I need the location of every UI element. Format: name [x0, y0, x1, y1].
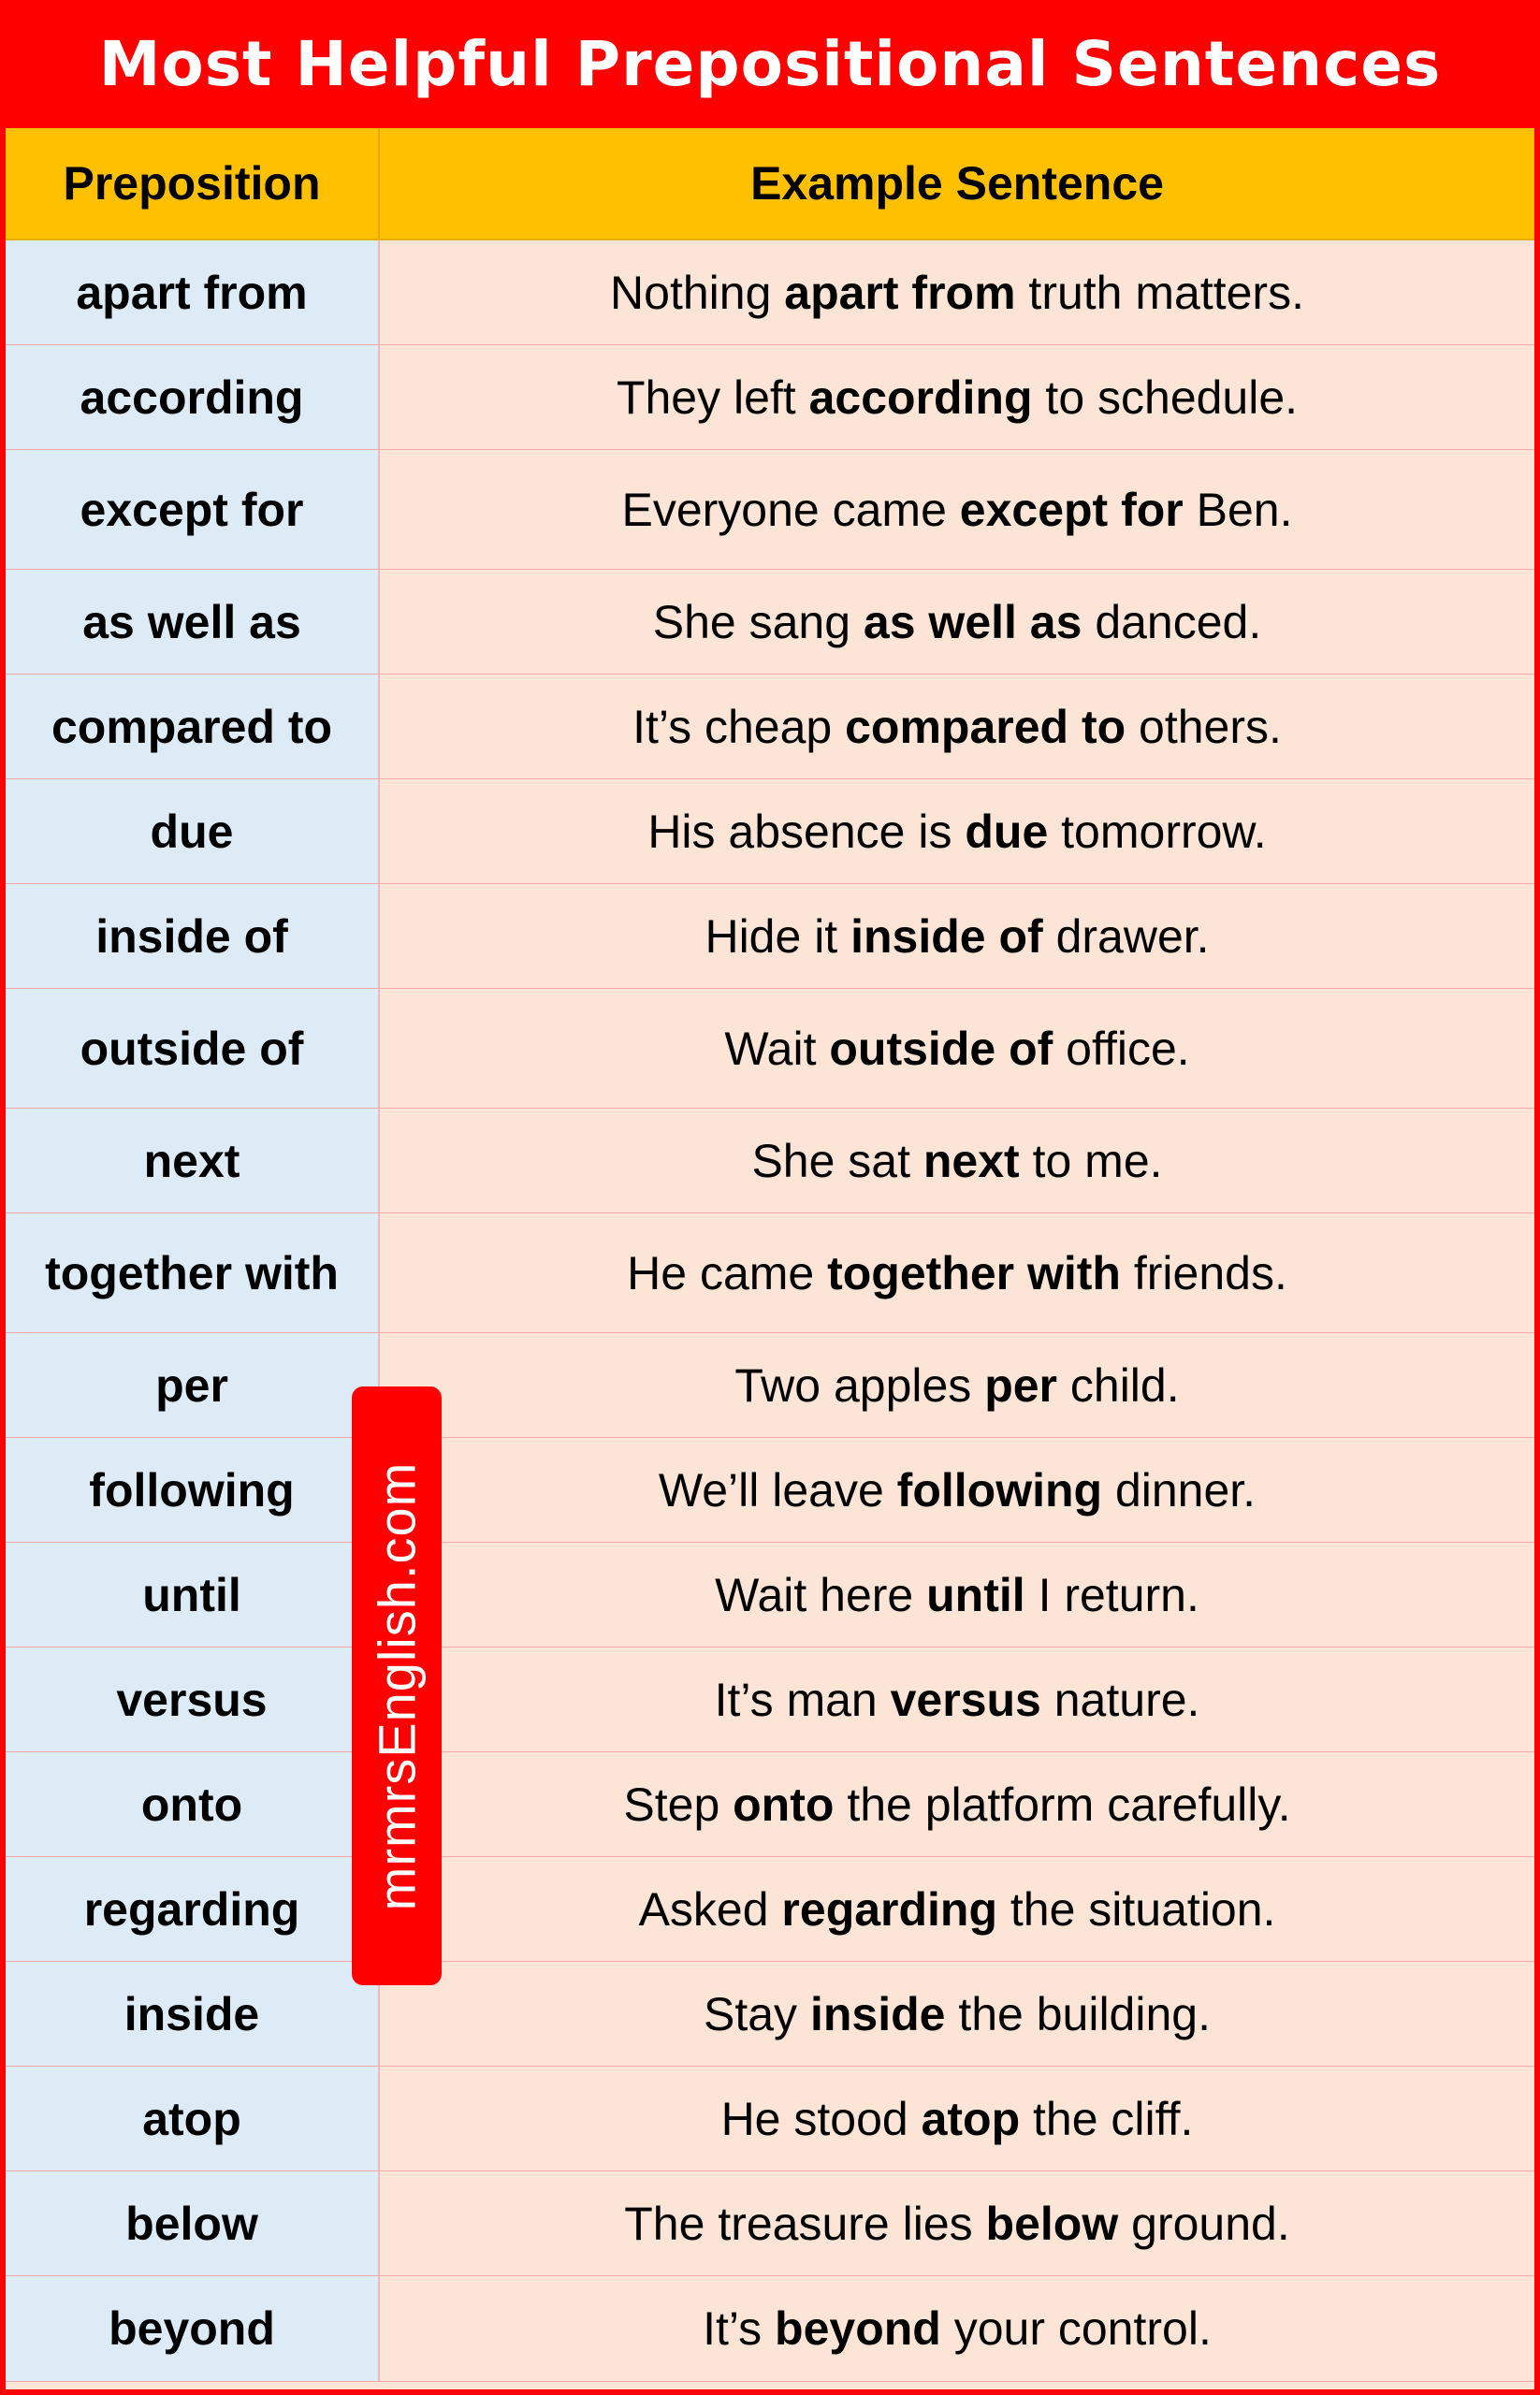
- sentence-text-before: She sang: [652, 595, 864, 648]
- sentence-preposition-highlight: inside: [809, 1987, 946, 2040]
- sentence-text-before: It’s cheap: [632, 700, 846, 753]
- example-sentence-cell: [380, 1109, 1534, 1212]
- preposition-cell: inside: [6, 1962, 380, 2066]
- preposition-cell: except for: [6, 450, 380, 569]
- example-sentence-cell: [380, 240, 1534, 344]
- example-sentence-cell: [380, 1647, 1534, 1751]
- example-sentence-cell: [380, 1213, 1534, 1332]
- table-body: [6, 240, 1534, 2389]
- watermark-badge: [352, 1386, 442, 1985]
- sentence-text-after: Ben.: [1183, 483, 1293, 536]
- sentence-text-before: His absence is: [647, 805, 966, 858]
- sentence-text-after: the cliff.: [1020, 2092, 1194, 2145]
- sentence-text-before: Step: [623, 1778, 734, 1831]
- preposition-cell: compared to: [6, 675, 380, 778]
- table-row: [6, 1438, 1534, 1543]
- sentence-text-after: the platform carefully.: [834, 1778, 1291, 1831]
- sentence-text-after: to schedule.: [1032, 370, 1299, 424]
- sentence-preposition-highlight: as well as: [863, 595, 1082, 648]
- example-sentence-cell: [380, 1438, 1534, 1542]
- table-row: [6, 1857, 1534, 1962]
- sentence-preposition-highlight: per: [984, 1358, 1057, 1412]
- sentence-text-before: The treasure lies: [624, 2197, 986, 2250]
- example-sentence-cell: [380, 989, 1534, 1108]
- sentence-text-before: We’ll leave: [658, 1463, 897, 1517]
- preposition-cell: according: [6, 345, 380, 449]
- sentence-preposition-highlight: compared to: [845, 700, 1126, 753]
- table-row: [6, 240, 1534, 345]
- sentence-text-after: your control.: [940, 2302, 1212, 2355]
- sentence-text-before: Everyone came: [621, 483, 960, 536]
- table-row: [6, 1213, 1534, 1333]
- preposition-cell: below: [6, 2171, 380, 2275]
- sentence-preposition-highlight: except for: [959, 483, 1184, 536]
- sentence-text-before: Wait here: [715, 1568, 927, 1621]
- sentence-preposition-highlight: following: [896, 1463, 1103, 1517]
- sentence-text-before: Nothing: [610, 266, 785, 319]
- example-sentence-cell: [380, 1752, 1534, 1856]
- table-row: [6, 2171, 1534, 2276]
- sentence-text-after: nature.: [1040, 1673, 1200, 1726]
- preposition-cell: per: [6, 1333, 380, 1437]
- sentence-preposition-highlight: until: [926, 1568, 1025, 1621]
- example-sentence-cell: [380, 570, 1534, 674]
- title-bar: [0, 0, 1540, 127]
- preposition-cell: together with: [6, 1213, 380, 1332]
- sentence-text-before: Wait: [724, 1022, 830, 1075]
- table-row: [6, 2067, 1534, 2171]
- sentence-preposition-highlight: atop: [921, 2092, 1021, 2145]
- sentence-text-after: the building.: [945, 1987, 1211, 2040]
- example-sentence-cell: [380, 345, 1534, 449]
- preposition-cell: regarding: [6, 1857, 380, 1961]
- table-row: [6, 1752, 1534, 1857]
- sentence-text-before: They left: [616, 370, 809, 424]
- table-row: [6, 570, 1534, 675]
- sentence-preposition-highlight: due: [965, 805, 1049, 858]
- sentence-preposition-highlight: next: [923, 1134, 1020, 1187]
- example-sentence-cell: [380, 884, 1534, 988]
- watermark-text: mrmrsEnglish.com: [367, 1461, 427, 1910]
- sentence-text-after: danced.: [1082, 595, 1262, 648]
- preposition-cell: until: [6, 1543, 380, 1647]
- header-preposition: Preposition: [6, 128, 380, 239]
- table-row: [6, 345, 1534, 450]
- sentence-text-after: friends.: [1120, 1246, 1287, 1299]
- sentence-preposition-highlight: apart from: [784, 266, 1016, 319]
- sentence-text-after: I return.: [1024, 1568, 1199, 1621]
- preposition-cell: versus: [6, 1647, 380, 1751]
- table-row: [6, 1109, 1534, 1213]
- example-sentence-cell: [380, 450, 1534, 569]
- preposition-cell: apart from: [6, 240, 380, 344]
- table-row: [6, 989, 1534, 1109]
- preposition-cell: due: [6, 779, 380, 883]
- sentence-text-before: Hide it: [705, 909, 851, 963]
- example-sentence-cell: [380, 675, 1534, 778]
- sentence-text-before: Stay: [704, 1987, 810, 2040]
- sentence-preposition-highlight: regarding: [781, 1882, 998, 1936]
- table-header-row: [6, 128, 1534, 240]
- table-row: [6, 1647, 1534, 1752]
- sentence-text-before: It’s: [703, 2302, 776, 2355]
- example-sentence-cell: [380, 2276, 1534, 2381]
- example-sentence-cell: [380, 2067, 1534, 2170]
- sentence-text-before: Two apples: [734, 1358, 985, 1412]
- table-row: [6, 450, 1534, 570]
- sentence-preposition-highlight: onto: [733, 1778, 835, 1831]
- sentence-text-after: the situation.: [997, 1882, 1276, 1936]
- example-sentence-cell: [380, 1962, 1534, 2066]
- preposition-cell: atop: [6, 2067, 380, 2170]
- example-sentence-cell: [380, 1857, 1534, 1961]
- sentence-text-after: others.: [1126, 700, 1282, 753]
- preposition-cell: as well as: [6, 570, 380, 674]
- sentence-preposition-highlight: according: [808, 370, 1033, 424]
- sentence-text-after: office.: [1053, 1022, 1190, 1075]
- sentence-text-before: She sat: [751, 1134, 923, 1187]
- header-example-sentence: Example Sentence: [750, 157, 1164, 210]
- sentence-text-after: drawer.: [1042, 909, 1210, 963]
- table-row: [6, 1962, 1534, 2067]
- preposition-cell: next: [6, 1109, 380, 1212]
- table-row: [6, 1543, 1534, 1647]
- sentence-text-after: tomorrow.: [1048, 805, 1267, 858]
- sentence-text-before: He came: [627, 1246, 828, 1299]
- preposition-cell: onto: [6, 1752, 380, 1856]
- table-row: [6, 675, 1534, 779]
- example-sentence-cell: [380, 1333, 1534, 1437]
- sentence-text-after: truth matters.: [1015, 266, 1304, 319]
- preposition-cell: inside of: [6, 884, 380, 988]
- table-row: [6, 2276, 1534, 2382]
- sentence-preposition-highlight: below: [985, 2197, 1119, 2250]
- example-sentence-cell: [380, 1543, 1534, 1647]
- example-sentence-cell: [380, 779, 1534, 883]
- preposition-cell: following: [6, 1438, 380, 1542]
- sentence-text-after: child.: [1057, 1358, 1180, 1412]
- preposition-cell: outside of: [6, 989, 380, 1108]
- table-row: [6, 779, 1534, 884]
- page-title: Most Helpful Prepositional Sentences: [98, 27, 1442, 100]
- sentence-text-before: He stood: [720, 2092, 922, 2145]
- sentence-text-after: dinner.: [1102, 1463, 1257, 1517]
- sentence-text-before: Asked: [638, 1882, 782, 1936]
- preposition-cell: beyond: [6, 2276, 380, 2381]
- example-sentence-cell: [380, 2171, 1534, 2275]
- sentence-text-after: to me.: [1019, 1134, 1163, 1187]
- table-row: [6, 884, 1534, 989]
- sentence-text-before: It’s man: [714, 1673, 891, 1726]
- table-row: [6, 1333, 1534, 1438]
- sentence-preposition-highlight: beyond: [775, 2302, 941, 2355]
- preposition-table: [6, 128, 1534, 2389]
- sentence-preposition-highlight: versus: [890, 1673, 1041, 1726]
- sentence-preposition-highlight: outside of: [829, 1022, 1053, 1075]
- sentence-text-after: ground.: [1118, 2197, 1290, 2250]
- sentence-preposition-highlight: inside of: [850, 909, 1043, 963]
- sentence-preposition-highlight: together with: [827, 1246, 1121, 1299]
